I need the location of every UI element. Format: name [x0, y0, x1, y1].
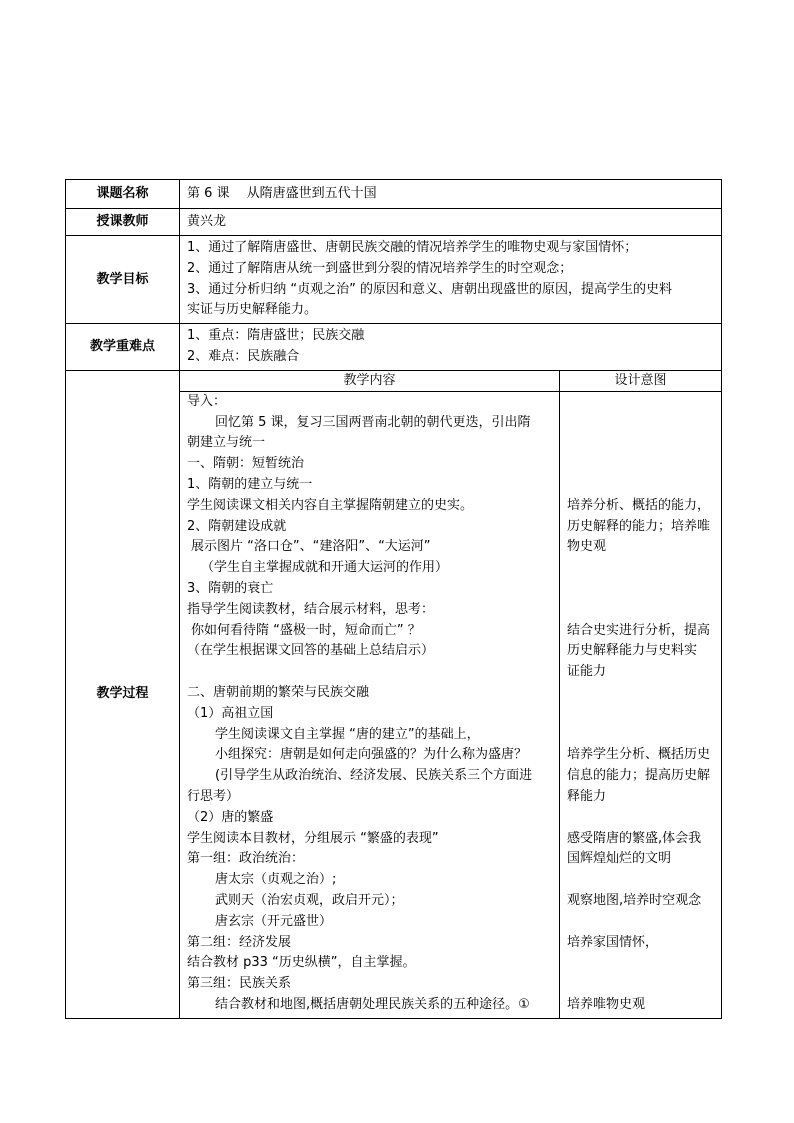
content-line: 结合教材和地图,概括唐朝处理民族关系的五种途径。①	[215, 996, 530, 1012]
content-body	[180, 392, 559, 1018]
design-line: 释能力	[567, 788, 607, 804]
content-line: 第三组：民族关系	[187, 976, 292, 992]
content-line: 小组探究：唐朝是如何走向强盛的？为什么称为盛唐？	[215, 747, 528, 763]
lesson-plan-table	[65, 179, 722, 1019]
content-line: 朝建立与统一	[187, 435, 266, 451]
design-line: 培养分析、概括的能力，	[567, 497, 711, 513]
content-line: 回忆第 5 课，复习三国两晋南北朝的朝代更迭，引出隋	[215, 414, 531, 430]
keypoints-label: 教学重难点	[66, 324, 180, 371]
design-body	[560, 392, 721, 1018]
content-line: 唐太宗（贞观之治）;	[215, 872, 337, 888]
content-line: （2）唐的繁盛	[187, 809, 274, 825]
goal-line: 实证与历史解释能力。	[187, 302, 318, 318]
process-design-column	[560, 370, 722, 1018]
content-line: (引导学生从政治统治、经济发展、民族关系三个方面进	[215, 768, 533, 784]
design-line: 观察地图,培养时空观念	[567, 892, 702, 908]
process-content-column	[180, 370, 560, 1018]
design-line: 历史解释的能力；培养唯	[567, 518, 711, 534]
content-line: 学生阅读课文相关内容自主掌握隋朝建立的史实。	[187, 497, 474, 513]
content-line: 一、隋朝：短暂统治	[187, 456, 305, 472]
process-row	[66, 370, 722, 1018]
goal-line: 2、通过了解隋唐从统一到盛世到分裂的情况培养学生的时空观念；	[187, 260, 573, 276]
goal-line: 1、通过了解隋唐盛世、唐朝民族交融的情况培养学生的唯物史观与家国情怀；	[187, 240, 638, 255]
design-column-header: 设计意图	[560, 371, 721, 392]
content-line: （在学生根据课文回答的基础上总结启示）	[187, 643, 435, 659]
design-line: 物史观	[567, 539, 607, 555]
design-line: 证能力	[567, 664, 607, 680]
goal-line: 3、通过分析归纳 “贞观之治” 的原因和意义、唐朝出现盛世的原因，提高学生的史料	[187, 281, 673, 297]
content-line: 第二组：经济发展	[187, 934, 292, 950]
content-column-header: 教学内容	[180, 371, 559, 392]
process-label: 教学过程	[66, 370, 180, 1018]
goals-label: 教学目标	[66, 236, 180, 324]
content-line: 二、唐朝前期的繁荣与民族交融	[187, 684, 370, 700]
keypoint-line: 1、重点：隋唐盛世；民族交融	[187, 328, 365, 344]
content-line: （1）高祖立国	[187, 705, 274, 721]
keypoints-row	[66, 324, 722, 371]
design-line: 培养学生分析、概括历史	[567, 747, 711, 763]
design-line: 国辉煌灿烂的文明	[567, 851, 672, 867]
content-line: 行思考）	[187, 788, 240, 804]
content-line: 展示图片 “洛口仓”、“建洛阳”、“大运河”	[191, 539, 431, 555]
teacher-label: 授课教师	[66, 209, 180, 236]
content-line: 2、隋朝建设成就	[187, 518, 287, 534]
content-line: （学生自主掌握成就和开通大运河的作用）	[201, 560, 449, 576]
content-line: 第一组：政治统治：	[187, 851, 305, 867]
design-line: 信息的能力；提高历史解	[567, 768, 711, 784]
content-line: 学生阅读本目教材，分组展示 “繁盛的表现”	[187, 830, 439, 846]
title-label: 课题名称	[66, 180, 180, 209]
blank-line	[187, 662, 553, 683]
goals-content	[180, 236, 722, 324]
design-line: 结合史实进行分析，提高	[567, 622, 711, 638]
design-line: 培养家国情怀，	[567, 934, 659, 950]
content-line: 3、隋朝的衰亡	[187, 580, 274, 596]
design-line: 历史解释能力与史料实	[567, 643, 698, 659]
content-line: 导入：	[187, 393, 227, 409]
content-line: 1、隋朝的建立与统一	[187, 476, 313, 492]
keypoint-line: 2、难点：民族融合	[187, 348, 300, 364]
teacher-row	[66, 209, 722, 236]
content-line: 指导学生阅读教材，结合展示材料，思考：	[187, 601, 435, 617]
title-row	[66, 180, 722, 209]
content-line: 学生阅读课文自主掌握 “唐的建立”的基础上，	[215, 726, 480, 742]
content-line: 唐玄宗（开元盛世）	[215, 913, 333, 929]
teacher-value: 黄兴龙	[180, 209, 722, 236]
keypoints-content	[180, 324, 722, 371]
goals-row	[66, 236, 722, 324]
design-line: 感受隋唐的繁盛,体会我	[567, 830, 702, 846]
content-line: 武则天（治宏贞观，政启开元）；	[215, 892, 404, 908]
content-line: 结合教材 p33 “历史纵横”，自主掌握。	[187, 955, 416, 971]
title-value: 第 6 课 从隋唐盛世到五代十国	[180, 180, 722, 209]
content-line: 你如何看待隋 “盛极一时，短命而亡” ？	[191, 622, 421, 638]
design-line: 培养唯物史观	[567, 996, 646, 1012]
